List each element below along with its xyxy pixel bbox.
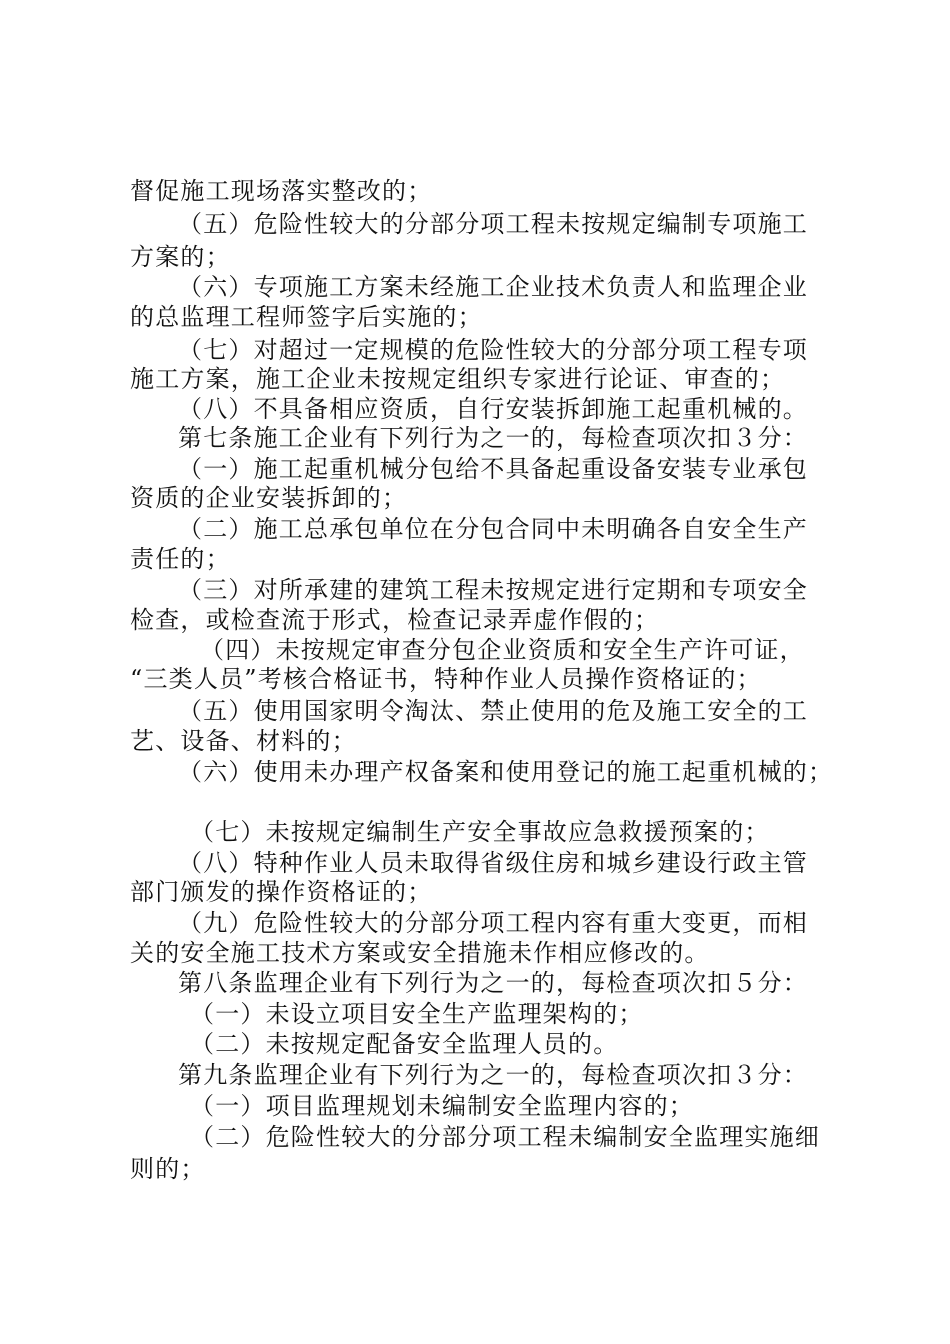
text-line: 资质的企业安装拆卸的； [130,484,408,512]
text-line: （二）危险性较大的分部分项工程未编制安全监理实施细 [190,1123,820,1151]
text-line: 艺、设备、材料的； [130,727,357,755]
text-line: （五）使用国家明令淘汰、禁止使用的危及施工安全的工 [178,697,808,725]
text-line: （一）施工起重机械分包给不具备起重设备安装专业承包 [178,455,808,483]
text-line: （六）使用未办理产权备案和使用登记的施工起重机械的； [178,758,834,786]
text-line: 施工方案，施工企业未按规定组织专家进行论证、审查的； [130,365,786,393]
text-line: （三）对所承建的建筑工程未按规定进行定期和专项安全 [178,576,808,604]
text-line: （八）不具备相应资质，自行安装拆卸施工起重机械的。 [178,395,808,423]
text-line: （七）未按规定编制生产安全事故应急救援预案的； [190,818,770,846]
text-line: 则的； [130,1155,206,1183]
text-line: 方案的； [130,243,231,271]
text-line: （六）专项施工方案未经施工企业技术负责人和监理企业 [178,273,808,301]
text-line: （四）未按规定审查分包企业资质和安全生产许可证， [200,636,805,664]
text-line: 第七条施工企业有下列行为之一的，每检查项次扣３分： [178,424,808,452]
text-line: （八）特种作业人员未取得省级住房和城乡建设行政主管 [178,849,808,877]
text-line: 的总监理工程师签字后实施的； [130,303,483,331]
text-line: 关的安全施工技术方案或安全措施未作相应修改的。 [130,939,710,967]
text-line: 责任的； [130,545,231,573]
text-line: 部门颁发的操作资格证的； [130,878,433,906]
text-line: 第九条监理企业有下列行为之一的，每检查项次扣３分： [178,1061,808,1089]
text-line: 检查，或检查流于形式，检查记录弄虚作假的； [130,606,660,634]
text-line: 督促施工现场落实整改的； [130,177,433,205]
text-line: （二）施工总承包单位在分包合同中未明确各自安全生产 [178,515,808,543]
text-line: （一）未设立项目安全生产监理架构的； [190,1000,644,1028]
text-line: （二）未按规定配备安全监理人员的。 [190,1030,619,1058]
text-line: （七）对超过一定规模的危险性较大的分部分项工程专项 [178,336,808,364]
text-line: （九）危险性较大的分部分项工程内容有重大变更，而相 [178,909,808,937]
text-line: 第八条监理企业有下列行为之一的，每检查项次扣５分： [178,969,808,997]
text-line: （一）项目监理规划未编制安全监理内容的； [190,1092,694,1120]
text-line: （五）危险性较大的分部分项工程未按规定编制专项施工 [178,210,808,238]
text-line: “三类人员”考核合格证书，特种作业人员操作资格证的； [130,665,762,693]
